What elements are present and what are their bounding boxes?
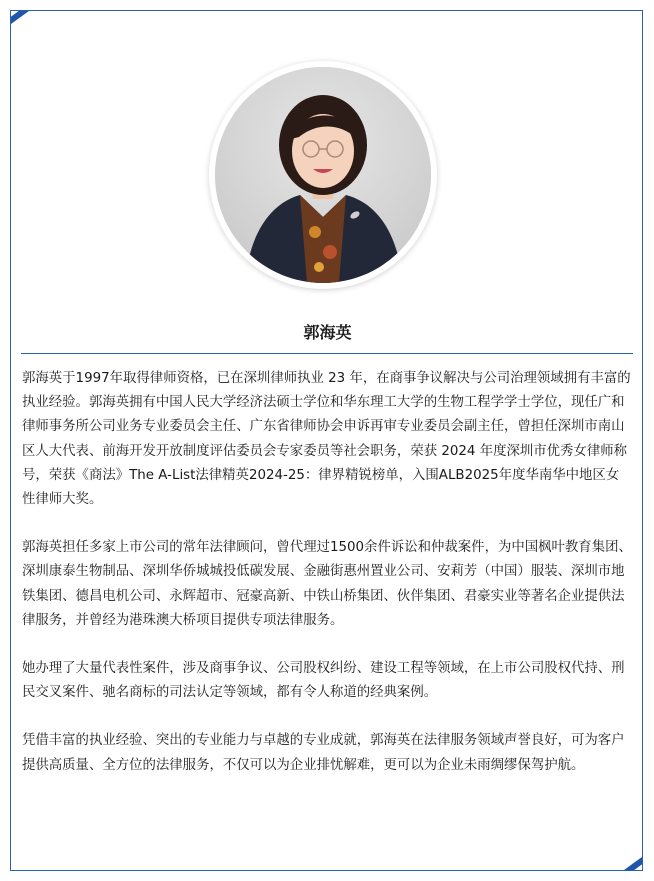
bio-paragraph: 郭海英担任多家上市公司的常年法律顾问，曾代理过1500余件诉讼和仲裁案件，为中国枫叶教育集团、深圳康泰生物制品、深圳华侨城城投低碳发展、金融街惠州置业公司、安莉芳（中国）服装、深圳市地铁集团、德昌电机公司、永辉超市、冠豪高新、中铁山桥集团、伙伴集团、君豪实业等著名企业提供法律服务，并曾经为港珠澳大桥项目提供专项法律服务。 [22,540,632,628]
avatar-frame [209,61,437,289]
divider [21,353,633,354]
portrait-photo [215,67,431,283]
corner-accent-bottom-right [596,855,643,871]
profile-card [10,10,643,871]
profile-name: 郭海英 [303,323,352,342]
bio-paragraph: 她办理了大量代表性案件，涉及商事争议、公司股权纠纷、建设工程等领域，在上市公司股权代持、刑民交叉案件、驰名商标的司法认定等领域，都有令人称道的经典案例。 [22,661,625,701]
avatar [215,67,431,283]
corner-accent-top-left [10,10,57,26]
bio-paragraph: 凭借丰富的执业经验、突出的专业能力与卓越的专业成就，郭海英在法律服务领域声誉良好，可为客户提供高质量、全方位的法律服务，不仅可以为企业排忧解难，更可以为企业未雨绸缪保驾护航。 [22,733,625,773]
bio-paragraph: 郭海英于1997年取得律师资格，已在深圳律师执业 23 年，在商事争议解决与公司治理领域拥有丰富的执业经验。郭海英拥有中国人民大学经济法硕士学位和华东理工大学的生物工程学学士学位，现任广和律师事务所公司业务专业委员会主任、广东省律师协会申诉再审专业委员会副主任，曾担任深圳市南山区人大代表、前海开发开放制度评估委员会专家委员等社会职务，荣获 2024 年度深圳市优秀女律师称号，荣获《商法》The A-List法律精英2024-25：律界精锐榜单，入围ALB2025年度华南华中地区女性律师大奖。 [22,371,631,508]
bio-section [22,367,632,802]
